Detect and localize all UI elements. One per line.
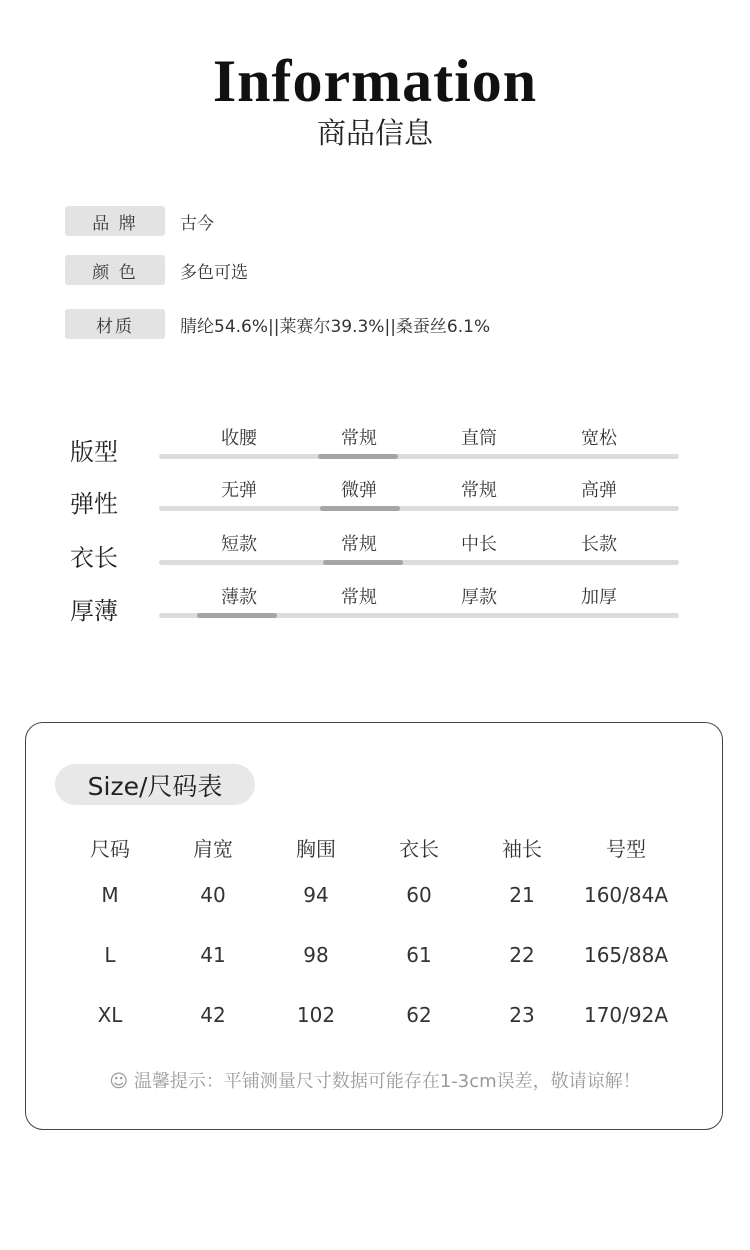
table-cell: 62 xyxy=(406,1003,432,1027)
measurement-tip: ☺ 温馨提示：平铺测量尺寸数据可能存在1-3cm误差，敬请谅解！ xyxy=(109,1071,641,1092)
table-header-cell: 号型 xyxy=(606,837,646,861)
attr-track xyxy=(159,613,679,618)
info-row-brand xyxy=(65,206,214,236)
page-title-cn: 商品信息 xyxy=(316,116,433,150)
table-cell: 42 xyxy=(200,1003,226,1027)
attr-option: 常规 xyxy=(461,480,497,501)
table-cell: XL xyxy=(97,1003,123,1027)
attr-selected-marker xyxy=(323,560,403,565)
table-header-cell: 袖长 xyxy=(502,837,542,861)
attr-track xyxy=(159,506,679,511)
attr-option: 加厚 xyxy=(581,587,617,608)
attr-row-length xyxy=(70,530,690,570)
table-cell: 98 xyxy=(303,943,329,967)
attr-option: 微弹 xyxy=(341,480,377,501)
info-value: 腈纶54.6%||莱赛尔39.3%||桑蚕丝6.1% xyxy=(180,316,491,337)
table-cell: L xyxy=(104,943,116,967)
attr-option: 常规 xyxy=(341,534,377,555)
attr-option: 收腰 xyxy=(221,428,257,449)
page-title-en: Information xyxy=(212,48,538,114)
info-row-material xyxy=(65,309,490,339)
table-cell: M xyxy=(101,883,119,907)
table-cell: 165/88A xyxy=(583,943,669,967)
table-header-cell: 尺码 xyxy=(90,837,130,861)
attr-selected-marker xyxy=(197,613,277,618)
table-cell: 40 xyxy=(200,883,226,907)
size-chart-title: Size/尺码表 xyxy=(55,764,255,805)
table-cell: 22 xyxy=(509,943,535,967)
table-cell: 94 xyxy=(303,883,329,907)
table-cell: 23 xyxy=(509,1003,535,1027)
info-label: 颜 色 xyxy=(65,255,165,285)
attr-option: 常规 xyxy=(341,428,377,449)
table-cell: 41 xyxy=(200,943,226,967)
attr-option: 高弹 xyxy=(581,480,617,501)
table-header-cell: 衣长 xyxy=(399,837,439,861)
attr-option: 厚款 xyxy=(461,587,497,608)
attr-selected-marker xyxy=(320,506,400,511)
info-value: 多色可选 xyxy=(180,262,248,283)
info-label: 品 牌 xyxy=(65,206,165,236)
attr-option: 无弹 xyxy=(221,480,257,501)
attr-track xyxy=(159,454,679,459)
attr-label: 版型 xyxy=(70,438,118,466)
table-header-cell: 胸围 xyxy=(296,837,336,861)
table-header-cell: 肩宽 xyxy=(193,837,233,861)
attr-row-elasticity xyxy=(70,476,690,516)
table-cell: 61 xyxy=(406,943,432,967)
attr-option: 短款 xyxy=(221,534,257,555)
table-cell: 21 xyxy=(509,883,535,907)
attr-selected-marker xyxy=(318,454,398,459)
table-cell: 60 xyxy=(406,883,432,907)
attr-track xyxy=(159,560,679,565)
attr-row-fit xyxy=(70,424,690,464)
attr-option: 中长 xyxy=(461,534,497,555)
attr-label: 衣长 xyxy=(70,544,118,572)
table-cell: 170/92A xyxy=(583,1003,669,1027)
table-cell: 160/84A xyxy=(583,883,669,907)
attr-option: 直筒 xyxy=(461,428,497,449)
attr-option: 宽松 xyxy=(581,428,617,449)
attr-label: 厚薄 xyxy=(70,597,118,625)
info-value: 古今 xyxy=(180,213,214,234)
attr-option: 常规 xyxy=(341,587,377,608)
attr-option: 长款 xyxy=(581,534,617,555)
attr-label: 弹性 xyxy=(70,490,118,518)
attr-row-thickness xyxy=(70,583,690,623)
attr-option: 薄款 xyxy=(221,587,257,608)
info-label: 材质 xyxy=(65,309,165,339)
table-cell: 102 xyxy=(296,1003,336,1027)
info-row-color xyxy=(65,255,248,285)
size-chart-panel xyxy=(25,722,723,1130)
